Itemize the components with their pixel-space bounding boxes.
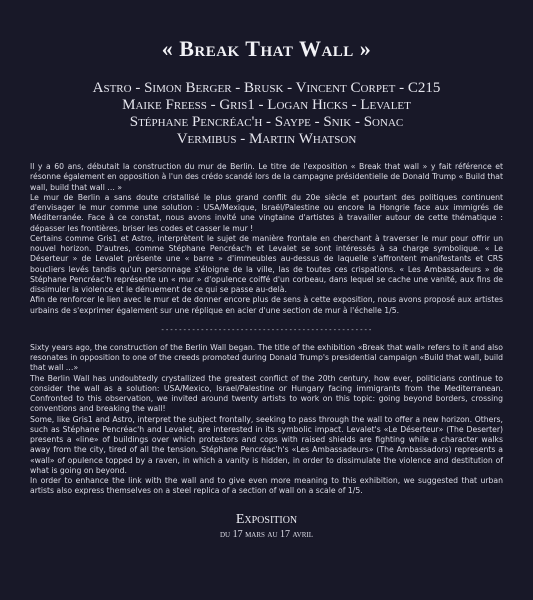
- english-text: [30, 343, 503, 497]
- exhibition-title: « Break That Wall »: [161, 36, 372, 61]
- artist-line: Astro - Simon Berger - Brusk - Vincent Corpet - C215: [92, 80, 441, 96]
- exposition-title: Exposition: [235, 511, 298, 527]
- french-text: [30, 162, 503, 316]
- section-divider: ------------------------------------------------: [160, 325, 373, 334]
- english-paragraph: The Berlin Wall has undoubtedly crystallized the greatest conflict of the 20th century, how ever, politicians continue to consider the wall as a solution: USA/Mexico, Israel/Palestine or Hungary facing immigrants from the Mediterranean. Confronted to this observation, we invited around twenty artists to work on this topic: going beyond borders, crossing conventions and breaking the wall!: [30, 373, 503, 414]
- artist-line: Vermibus - Martin Whatson: [176, 131, 357, 147]
- french-paragraph: Il y a 60 ans, débutait la construction du mur de Berlin. Le titre de l'exposition « Break that wall » y fait référence et résonne également en opposition à l'un des crédo scandé lors de la campagne présidentielle de Donald Trump « Build that wall, build that wall … »: [30, 162, 504, 192]
- english-paragraph: Sixty years ago, the construction of the Berlin Wall began. The title of the exhibition «Break that wall» refers to it and also resonates in opposition to one of the creeds promoted during Donald Trump's presidential campaign «Build that wall, build that wall …»: [30, 342, 503, 373]
- artist-line: Maike Freess - Gris1 - Logan Hicks - Levalet: [122, 97, 411, 113]
- artist-line: Stéphane Pencréac'h - Saype - Snik - Sonac: [129, 114, 404, 130]
- english-paragraph: In order to enhance the link with the wall and to give even more meaning to this exhibition, we suggested that urban artists also express themselves on a steel replica of a section of wall on a scale of 1/5.: [30, 476, 503, 496]
- english-paragraph: Some, like Gris1 and Astro, interpret the subject frontally, seeking to pass through the wall to offer a new horizon. Others, such as Stéphane Pencréac'h and Levalet, are interested in its symbolic impact. Levalet's «Le Déserteur» (The Deserter) presents a «line» of buildings over which protestors and cops with raised shields are fighting while a character walks away from the city, tired of all the tension. Stéphane Pencréac'h's «Les Ambassadeurs» (The Ambassadors) represents a «wall» of opulence topped by a raven, in which a vanity is hidden, in order to dissimulate the violence and destitution of what is going on beyond.: [30, 414, 503, 475]
- french-paragraph: Certains comme Gris1 et Astro, interprètent le sujet de manière frontale en cherchant à traverser le mur pour offrir un nouvel horizon. D'autres, comme Stéphane Pencréac'h et Levalet se sont intéressés à sa charge symbolique. « Le Déserteur » de Levalet présente une « barre » d'immeubles au-dessus de laquelle s'affrontent manifestants et CRS boucliers levés tandis qu'un personnage s'éloigne de la ville, las de toutes ces crispations. « Les Ambassadeurs » de Stéphane Pencréac'h représente un « mur » d'opulence coiffé d'un corbeau, dans lequel se cache une vanité, aux fins de dissimuler la violence et le dénuement de ce qui se passe au-delà.: [30, 233, 503, 294]
- exposition-dates: du 17 mars au 17 avril: [219, 528, 314, 540]
- french-paragraph: Afin de renforcer le lien avec le mur et de donner encore plus de sens à cette exposition, nous avons proposé aux artistes urbains de s'exprimer également sur une réplique en acier d'une section de mur à l'échelle 1/5.: [30, 295, 503, 315]
- french-paragraph: Le mur de Berlin a sans doute cristallisé le plus grand conflit du 20e siècle et pourtant des politiques continuent d'envisager le mur comme une solution : USA/Mexique, Israël/Palestine ou encore la Hongrie face aux immigrés de Méditerranée. Face à ce constat, nous avons invité une vingtaine d'artistes à travailler autour de cette thématique : dépasser les frontières, briser les codes et casser le mur !: [30, 192, 503, 233]
- artist-list: [30, 80, 503, 148]
- exposition-block: [30, 512, 503, 542]
